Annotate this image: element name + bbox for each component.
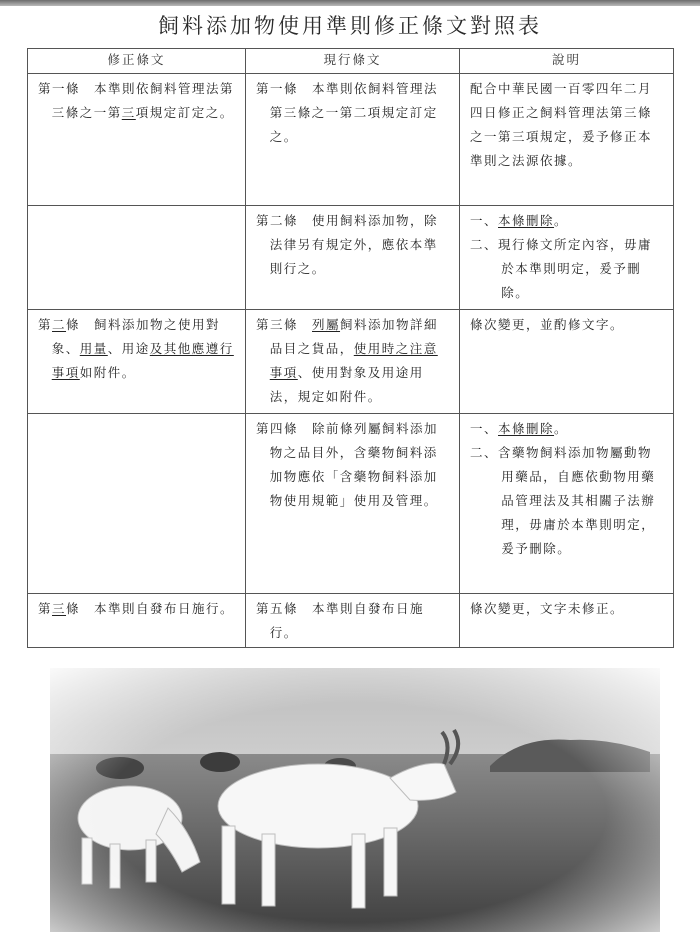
document-title: 飼料添加物使用準則修正條文對照表 bbox=[158, 14, 542, 38]
table-row bbox=[28, 74, 674, 206]
amended-cell: 第三條 本準則自發布日施行。 bbox=[28, 594, 246, 648]
amended-cell: 第二條 飼料添加物之使用對象、用量、用途及其他應遵行事項如附件。 bbox=[28, 310, 246, 414]
table-row bbox=[28, 414, 674, 594]
note-cell bbox=[460, 206, 674, 310]
table-row bbox=[28, 310, 674, 414]
note-cell: 配合中華民國一百零四年二月四日修正之飼料管理法第三條之一第三項規定，爰予修正本準則之法源依據。 bbox=[460, 74, 674, 206]
photo-vignette bbox=[50, 668, 660, 932]
header-note: 說明 bbox=[460, 49, 674, 74]
note-cell: 條次變更，並酌修文字。 bbox=[460, 310, 674, 414]
note-item: 一、本條刪除。 bbox=[470, 213, 569, 228]
note-cell: 條次變更，文字未修正。 bbox=[460, 594, 674, 648]
top-rule bbox=[0, 0, 700, 6]
table-row bbox=[28, 594, 674, 648]
amended-cell bbox=[28, 414, 246, 594]
goats-photo bbox=[50, 668, 660, 932]
note-item: 二、含藥物飼料添加物屬動物用藥品，自應依動物用藥品管理法及其相關子法辦理，毋庸於本準則明定，爰予刪除。 bbox=[470, 445, 656, 556]
comparison-table bbox=[27, 48, 674, 648]
table-row bbox=[28, 206, 674, 310]
header-amended: 修正條文 bbox=[28, 49, 246, 74]
current-cell: 第二條 使用飼料添加物，除法律另有規定外，應依本準則行之。 bbox=[246, 206, 460, 310]
current-cell: 第一條 本準則依飼料管理法第三條之一第二項規定訂定之。 bbox=[246, 74, 460, 206]
amended-cell bbox=[28, 206, 246, 310]
header-current: 現行條文 bbox=[246, 49, 460, 74]
current-cell: 第五條 本準則自發布日施行。 bbox=[246, 594, 460, 648]
amended-cell: 第一條 本準則依飼料管理法第三條之一第三項規定訂定之。 bbox=[28, 74, 246, 206]
header-row bbox=[28, 49, 674, 74]
current-cell: 第三條 列屬飼料添加物詳細品目之貨品，使用時之注意事項、使用對象及用途用法，規定如附件。 bbox=[246, 310, 460, 414]
note-item: 二、現行條文所定內容，毋庸於本準則明定，爰予刪除。 bbox=[470, 237, 653, 300]
current-cell: 第四條 除前條列屬飼料添加物之品目外，含藥物飼料添加物應依「含藥物飼料添加物使用規範」使用及管理。 bbox=[246, 414, 460, 594]
note-item: 一、本條刪除。 bbox=[470, 421, 569, 436]
note-cell bbox=[460, 414, 674, 594]
